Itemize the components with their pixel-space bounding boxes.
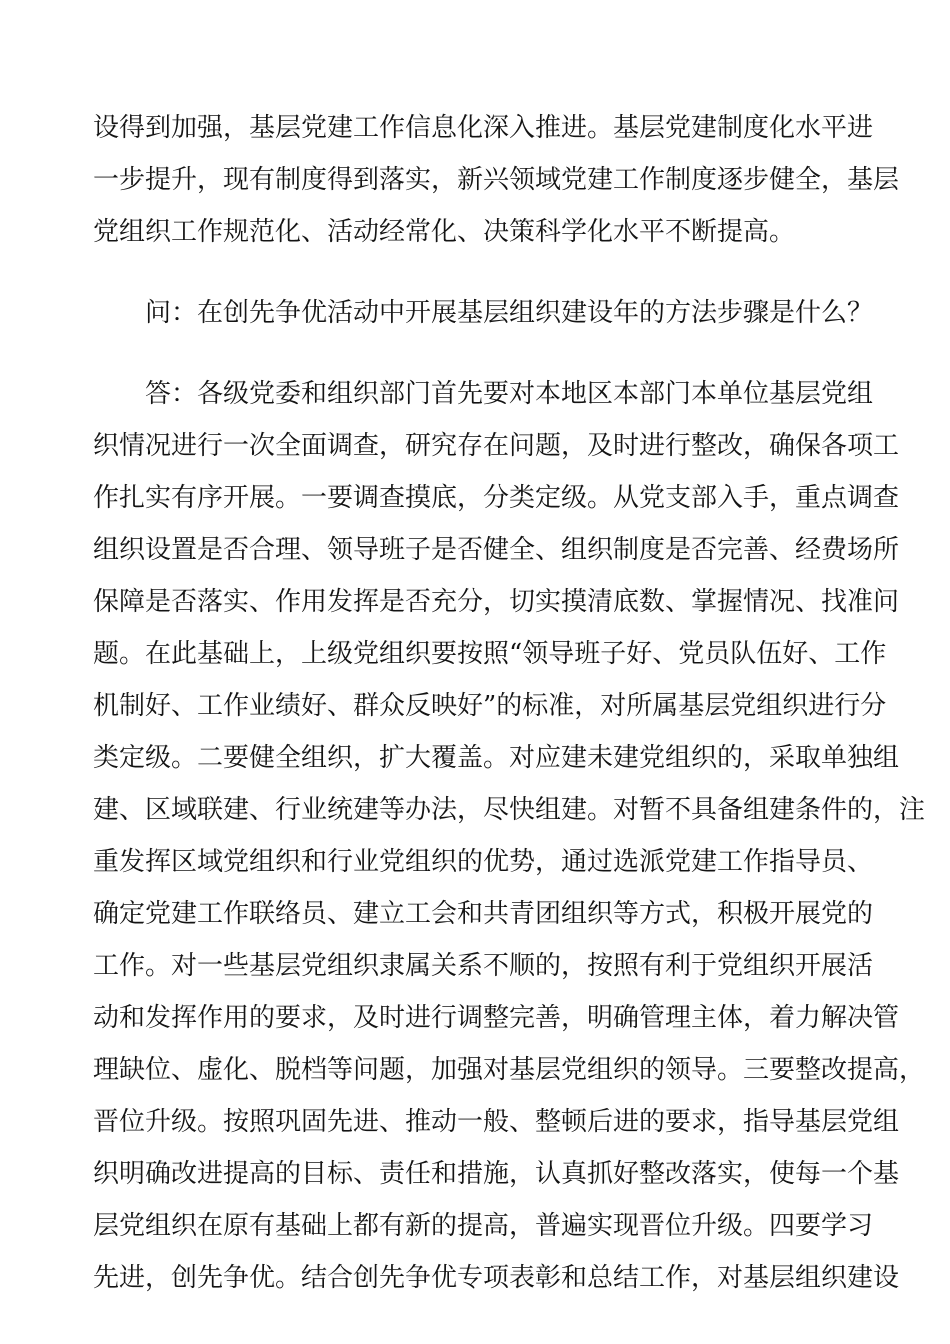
text-line: 一步提升，现有制度得到落实，新兴领域党建工作制度逐步健全，基层 [93, 165, 900, 195]
question-paragraph [93, 287, 874, 339]
paragraph-gap [93, 258, 857, 287]
paragraph-gap [93, 339, 857, 368]
text-line: 设得到加强，基层党建工作信息化深入推进。基层党建制度化水平进 [93, 113, 874, 143]
text-line: 党组织工作规范化、活动经常化、决策科学化水平不断提高。 [93, 217, 796, 247]
text-line: 建、区域联建、行业统建等办法，尽快组建。对暂不具备组建条件的，注 [93, 795, 926, 825]
text-line: 类定级。二要健全组织，扩大覆盖。对应建未建党组织的，采取单独组 [93, 743, 900, 773]
text-line: 晋位升级。按照巩固先进、推动一般、整顿后进的要求，指导基层党组 [93, 1107, 900, 1137]
text-line: 织情况进行一次全面调查，研究存在问题，及时进行整改，确保各项工 [93, 431, 900, 461]
text-line: 答：各级党委和组织部门首先要对本地区本部门本单位基层党组 [145, 379, 874, 409]
question-line: 问：在创先争优活动中开展基层组织建设年的方法步骤是什么？ [145, 298, 874, 328]
text-line: 工作。对一些基层党组织隶属关系不顺的，按照有利于党组织开展活 [93, 951, 874, 981]
text-line: 重发挥区域党组织和行业党组织的优势，通过选派党建工作指导员、 [93, 847, 874, 877]
text-line: 织明确改进提高的目标、责任和措施，认真抓好整改落实，使每一个基 [93, 1159, 900, 1189]
text-line: 确定党建工作联络员、建立工会和共青团组织等方式，积极开展党的 [93, 899, 874, 929]
text-line: 作扎实有序开展。一要调查摸底，分类定级。从党支部入手，重点调查 [93, 483, 900, 513]
text-line: 先进，创先争优。结合创先争优专项表彰和总结工作，对基层组织建设 [93, 1263, 900, 1293]
text-line: 保障是否落实、作用发挥是否充分，切实摸清底数、掌握情况、找准问 [93, 587, 900, 617]
text-line: 理缺位、虚化、脱档等问题，加强对基层党组织的领导。三要整改提高， [93, 1055, 926, 1085]
answer-paragraph [93, 368, 926, 1304]
intro-paragraph [93, 102, 900, 258]
document-page [93, 102, 926, 1304]
text-line: 层党组织在原有基础上都有新的提高，普遍实现晋位升级。四要学习 [93, 1211, 874, 1241]
text-line: 动和发挥作用的要求，及时进行调整完善，明确管理主体，着力解决管 [93, 1003, 900, 1033]
text-line: 题。在此基础上，上级党组织要按照“领导班子好、党员队伍好、工作 [93, 639, 887, 669]
text-line: 组织设置是否合理、领导班子是否健全、组织制度是否完善、经费场所 [93, 535, 900, 565]
text-line: 机制好、工作业绩好、群众反映好”的标准，对所属基层党组织进行分 [93, 691, 887, 721]
